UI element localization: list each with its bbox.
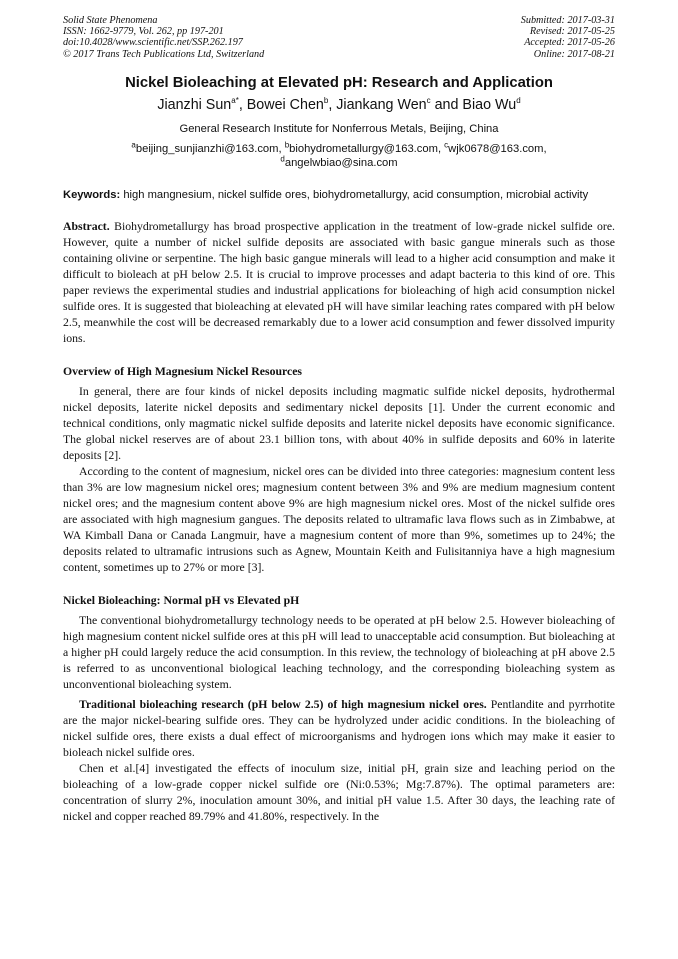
keywords-text: high mangnesium, nickel sulfide ores, biohydrometallurgy, acid consumption, microbial activity bbox=[123, 188, 589, 201]
keywords bbox=[63, 188, 615, 202]
author-marker: c bbox=[426, 96, 431, 106]
online-date: Online: 2017-08-21 bbox=[533, 48, 615, 60]
journal-header bbox=[63, 15, 615, 60]
email-marker: d bbox=[280, 154, 285, 164]
body-paragraph: According to the content of magnesium, nickel ores can be divided into three categories: magnesium content less than 3% are low magnesium nickel ores; magnesium content between 3% and 9% are medium magnesium content nickel ores; and the magnesium content above 9% are high magnesium nickel ores. Most of the nickel sulfide ores are associated with high magnesium gangues. The deposits related to ultramafic lava flows such as in Zimbabwe, at WA Kimball Dana or Canada Langmuir, have a magnesium content of more than 9%, sometimes up to 24%; the deposits related to ultramafic intrusions such as Agnew, Mountain Keith and Fulisitanniya have a high magnesium content, sometimes up to 27% or more [3]. bbox=[63, 465, 615, 575]
section-heading: Nickel Bioleaching: Normal pH vs Elevated pH bbox=[63, 594, 300, 608]
paper-title: Nickel Bioleaching at Elevated pH: Research and Application bbox=[125, 74, 553, 91]
section-heading: Overview of High Magnesium Nickel Resources bbox=[63, 365, 302, 379]
email-list bbox=[63, 142, 615, 170]
email-address: angelwbiao@sina.com bbox=[284, 156, 398, 169]
subsection-heading: Traditional bioleaching research (pH below 2.5) of high magnesium nickel ores. bbox=[79, 698, 487, 712]
email-address: beijing_sunjianzhi@163.com bbox=[135, 142, 279, 155]
paragraph-text: Pentlandite and pyrrhotite are the major nickel-bearing sulfide ores. They can be hydrolyzed under acidic conditions. In the bioleaching of nickel sulfide ores, there exists a dual effect of microorganisms and hydrogen ions which may make it easier to bioleach nickel sulfide ores. bbox=[63, 698, 616, 760]
email-separator: , bbox=[437, 142, 445, 155]
publication-dates bbox=[521, 15, 615, 60]
author-marker: a* bbox=[231, 96, 239, 106]
copyright-line: © 2017 Trans Tech Publications Ltd, Switzerland bbox=[63, 48, 265, 60]
author-separator: and bbox=[430, 96, 463, 113]
body-paragraph: In general, there are four kinds of nickel deposits including magmatic sulfide nickel deposits, hydrothermal nickel deposits, laterite nickel deposits and sedimentary nickel deposits [1]. Under the current economic and technical conditions, only magmatic nickel sulfide deposits and laterite nickel deposits have economic significance. The global nickel reserves are of about 23.1 billion tons, with about 40% in sulfide deposits and 60% in laterite deposits [2]. bbox=[63, 385, 615, 463]
affiliation: General Research Institute for Nonferrous Metals, Beijing, China bbox=[179, 122, 499, 135]
author-name: Jiankang Wen bbox=[336, 96, 427, 113]
body-paragraph: The conventional biohydrometallurgy technology needs to be operated at pH below 2.5. However bioleaching of high magnesium content nickel sulfide ores at this pH will lead to unacceptable acid consumption. But bioleaching at a higher pH could largely reduce the acid consumption. In this review, the technology of bioleaching at pH above 2.5 is referred to as unconventional biological leaching technology, and the corresponding bioleaching system as unconventional bioleaching system. bbox=[63, 614, 615, 692]
email-address: wjk0678@163.com bbox=[448, 142, 544, 155]
author-name: Jianzhi Sun bbox=[157, 96, 232, 113]
body-paragraph bbox=[63, 697, 615, 761]
email-separator: , bbox=[543, 142, 547, 155]
author-marker: b bbox=[323, 96, 329, 106]
author-name: Bowei Chen bbox=[246, 96, 324, 113]
keywords-label: Keywords: bbox=[63, 188, 121, 201]
email-marker: b bbox=[284, 140, 290, 150]
email-marker: a bbox=[131, 140, 136, 150]
author-list bbox=[63, 95, 615, 115]
abstract-text: Biohydrometallurgy has broad prospective application in the treatment of low-grade nickel sulfide ore. However, quite a number of nickel sulfide deposits are associated with basic gangue minerals such as those containing olivine or serpentine. The high basic gangue minerals will lead to a higher acid consumption and make it difficult to bioleach at pH below 2.5. It is crucial to improve processes and adapt bacteria to this kind of ore. This paper reviews the experimental studies and industrial applications for bioleaching of high acid consumption nickel sulfide ores. It is suggested that bioleaching at elevated pH will have similar leaching rates compared with pH below 2.5, meanwhile the cost will be decreased remarkably due to a lower acid consumption and fewer dissolved impurity ions. bbox=[63, 220, 615, 346]
email-marker: c bbox=[444, 140, 449, 150]
issn-line: ISSN: 1662-9779, Vol. 262, pp 197-201 bbox=[63, 26, 224, 38]
journal-name: Solid State Phenomena bbox=[63, 15, 158, 26]
author-separator: , bbox=[328, 96, 337, 113]
author-name: Biao Wu bbox=[462, 96, 517, 113]
revised-date: Revised: 2017-05-25 bbox=[529, 26, 615, 38]
accepted-date: Accepted: 2017-05-26 bbox=[524, 37, 615, 49]
doi-line: doi:10.4028/www.scientific.net/SSP.262.197 bbox=[63, 37, 243, 49]
submitted-date: Submitted: 2017-03-31 bbox=[520, 15, 615, 26]
email-separator: , bbox=[278, 142, 285, 155]
body-paragraph: Chen et al.[4] investigated the effects of inoculum size, initial pH, grain size and leaching period on the bioleaching of a low-grade copper nickel sulfide ore (Ni:0.53%; Mg:7.87%). The optimal parameters are: concentration of slurry 2%, inoculation amount 30%, and initial pH value 1.5. After 30 days, the leaching rate of nickel and copper reached 89.79% and 41.80%, respectively. In the bbox=[63, 762, 615, 824]
email-address: biohydrometallurgy@163.com bbox=[289, 142, 438, 155]
journal-info bbox=[63, 15, 264, 60]
author-marker: d bbox=[516, 96, 521, 106]
abstract bbox=[63, 219, 615, 347]
author-separator: , bbox=[238, 96, 247, 113]
abstract-label: Abstract. bbox=[63, 220, 110, 234]
